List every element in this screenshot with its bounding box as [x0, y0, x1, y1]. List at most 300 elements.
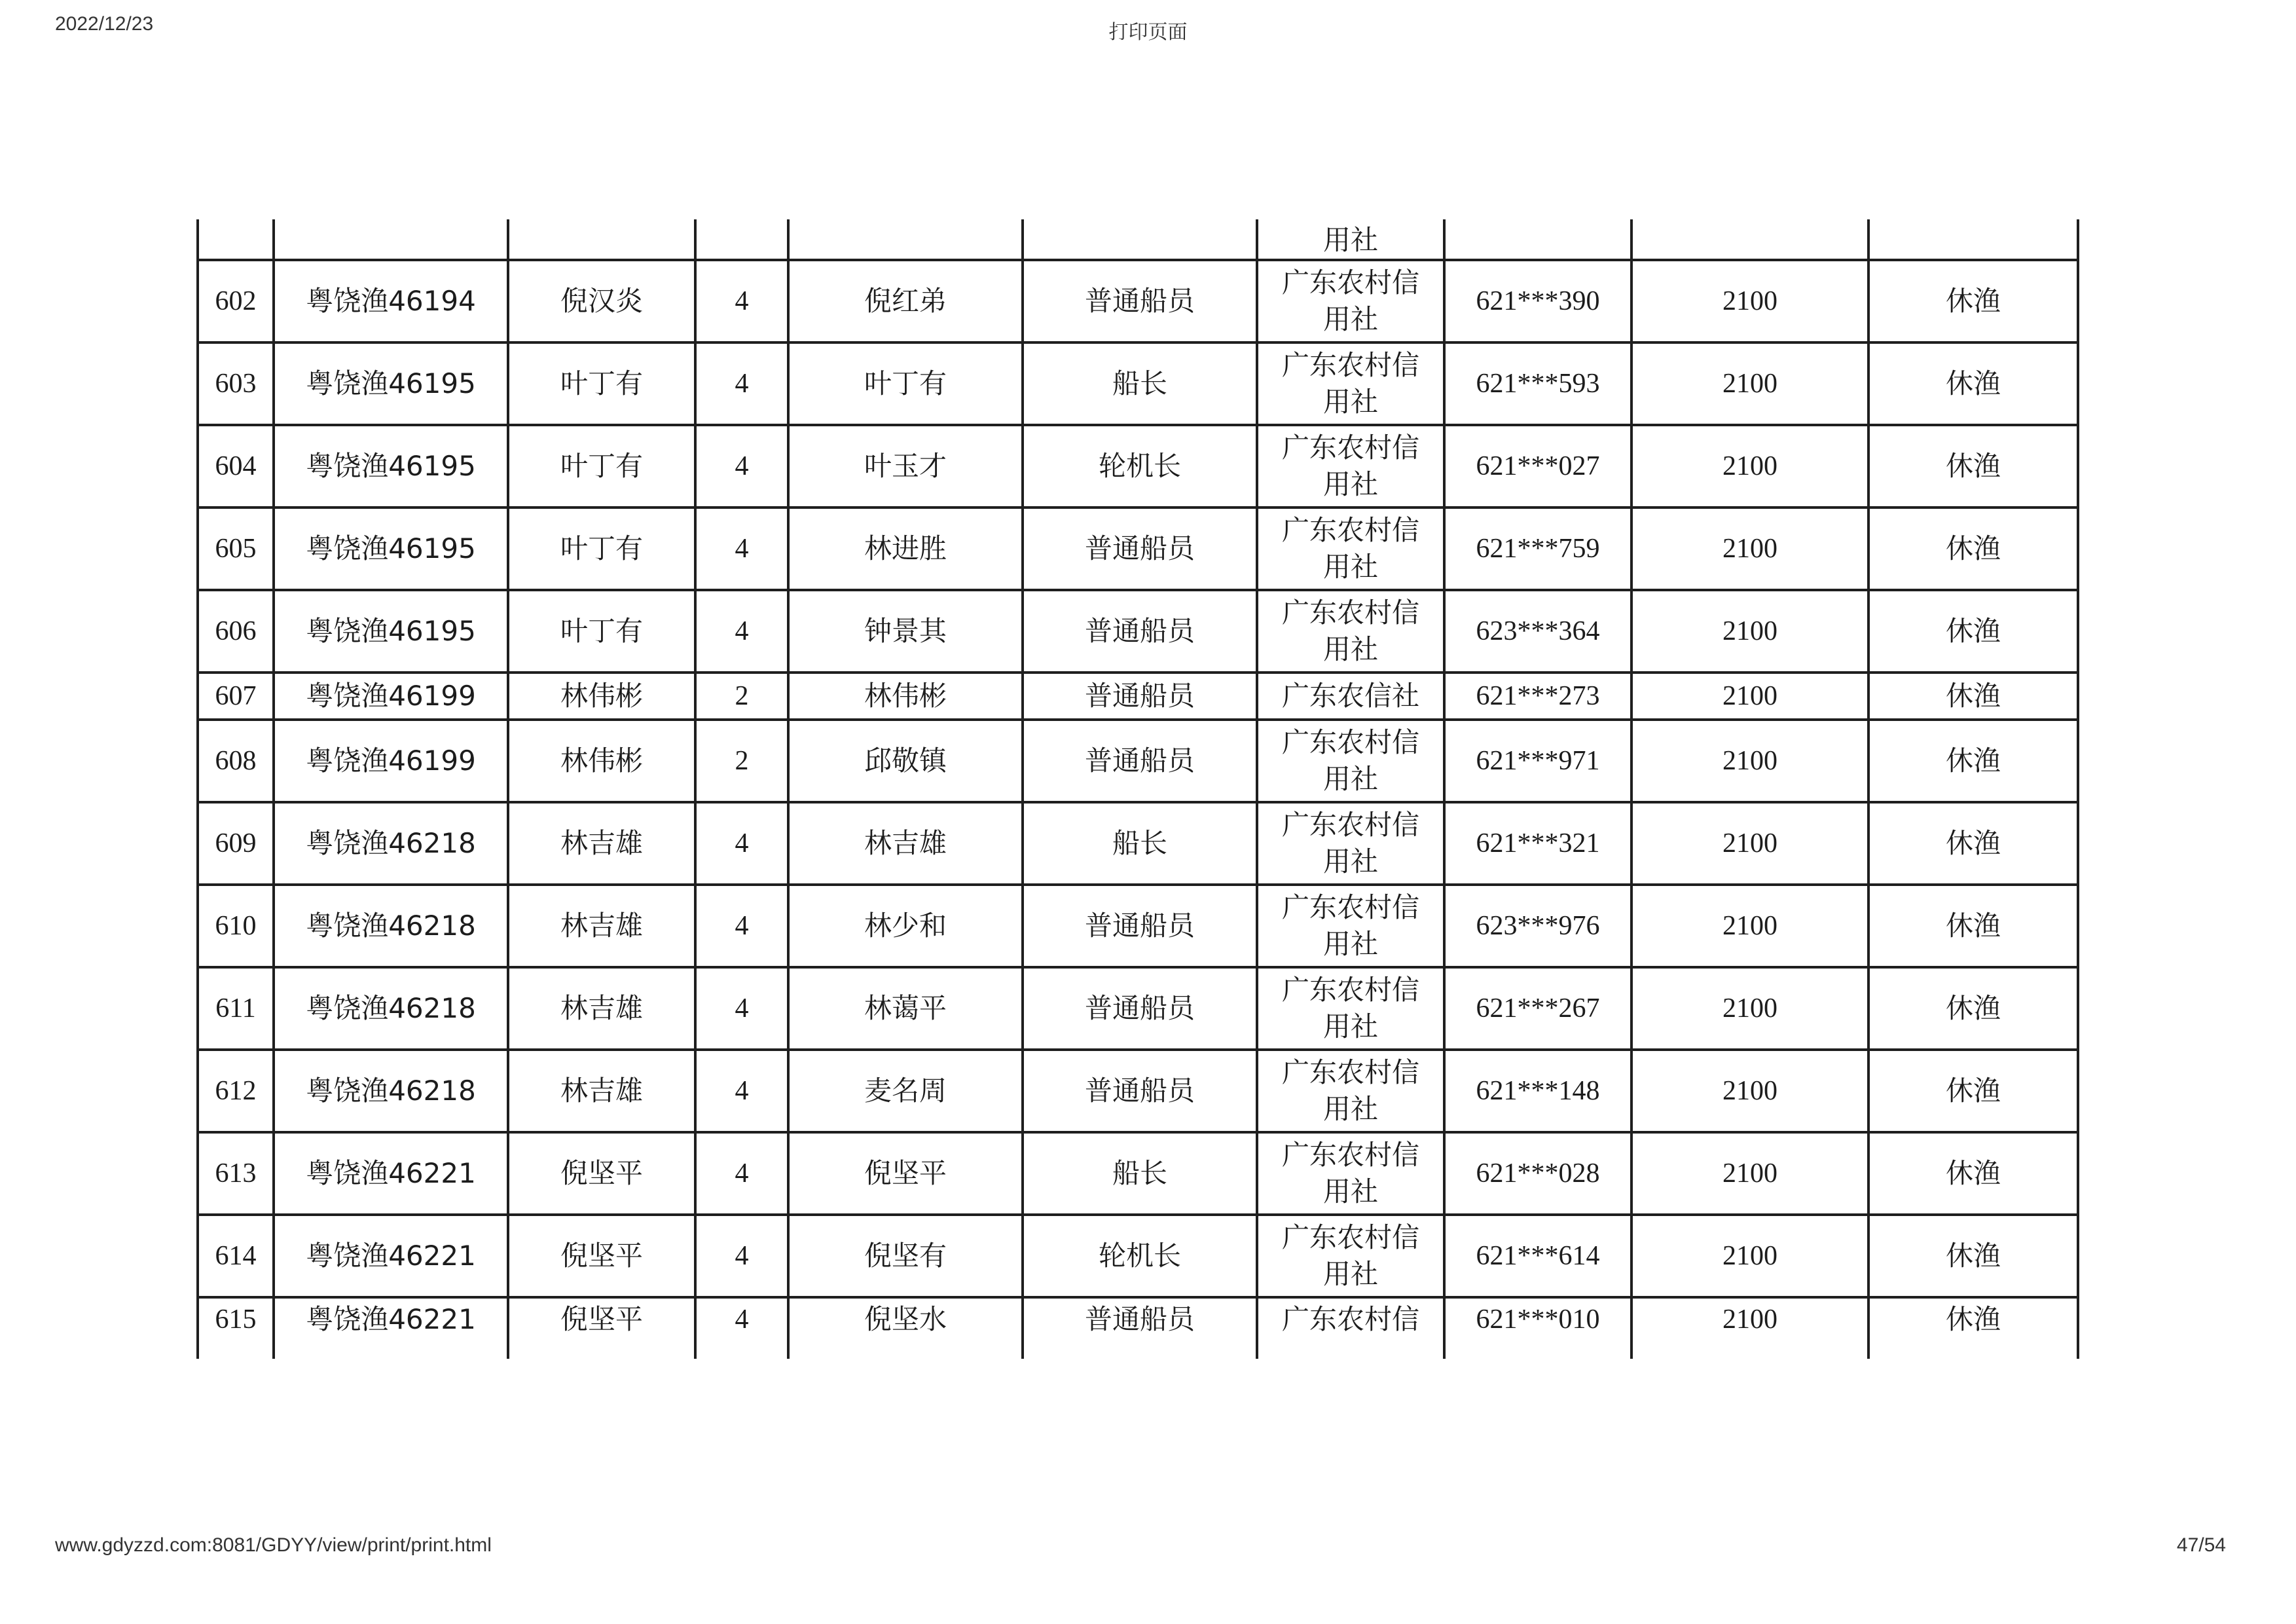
cell-bank — [1257, 507, 1444, 590]
cell-role-text: 船长 — [1112, 827, 1167, 859]
cell-owner — [508, 885, 695, 967]
cell-count-text: 4 — [735, 1304, 749, 1335]
cell-name-text: 林伟彬 — [864, 680, 947, 712]
cell-role — [1023, 425, 1257, 507]
cell-owner — [508, 802, 695, 885]
cell-amount — [1631, 425, 1868, 507]
cell-role-text: 普通船员 — [1084, 615, 1195, 647]
cell-amount — [1631, 1297, 1868, 1359]
cell-name-text: 倪红弟 — [864, 285, 947, 317]
cell-vessel-text: 粤饶渔46199 — [306, 680, 476, 712]
cell-bank — [1257, 1215, 1444, 1297]
cell-name-text: 林蔼平 — [864, 992, 947, 1024]
cell-no — [198, 720, 274, 802]
cell-role-text: 普通船员 — [1084, 910, 1195, 942]
cell-type-text: 休渔 — [1945, 615, 2001, 647]
cell-no-text: 615 — [215, 1304, 257, 1335]
subsidy-table — [196, 219, 2079, 1359]
cell-account-text: 621***148 — [1476, 1076, 1600, 1106]
cell-vessel — [274, 1297, 508, 1359]
cell-no-text: 612 — [215, 1076, 257, 1106]
cell-type — [1868, 342, 2078, 425]
cell-amount-text: 2100 — [1722, 911, 1777, 941]
cell-owner — [508, 342, 695, 425]
cell-no-text: 609 — [215, 828, 257, 858]
page-title: 打印页面 — [1108, 22, 1188, 43]
cell-type — [1868, 885, 2078, 967]
cell-count — [695, 802, 788, 885]
cell-bank — [1257, 260, 1444, 342]
cell-vessel — [274, 260, 508, 342]
cell-vessel-text: 粤饶渔46218 — [306, 910, 476, 942]
cell-owner-text: 林伟彬 — [560, 680, 643, 712]
cell-name-text: 麦名周 — [864, 1075, 947, 1107]
cell-bank-text: 广东农村信 用社 — [1281, 809, 1419, 877]
cell-type — [1868, 219, 2078, 260]
cell-type — [1868, 720, 2078, 802]
cell-no — [198, 1132, 274, 1215]
cell-bank — [1257, 720, 1444, 802]
cell-bank-text: 广东农村信 — [1281, 1303, 1419, 1335]
cell-owner-text: 叶丁有 — [560, 615, 643, 647]
cell-name — [788, 802, 1023, 885]
cell-role — [1023, 720, 1257, 802]
cell-bank-text: 广东农村信 用社 — [1281, 1221, 1419, 1290]
cell-account-text: 621***267 — [1476, 993, 1600, 1024]
cell-vessel — [274, 1132, 508, 1215]
cell-role — [1023, 967, 1257, 1050]
cell-bank — [1257, 967, 1444, 1050]
cell-account-text: 621***273 — [1476, 681, 1600, 711]
cell-type-text: 休渔 — [1945, 745, 2001, 777]
cell-type — [1868, 1215, 2078, 1297]
cell-type-text: 休渔 — [1945, 1075, 2001, 1107]
cell-amount — [1631, 802, 1868, 885]
cell-owner — [508, 219, 695, 260]
cell-bank-text: 广东农信社 — [1281, 680, 1419, 712]
cell-owner-text: 倪坚平 — [560, 1303, 643, 1335]
cell-owner — [508, 590, 695, 673]
cell-vessel — [274, 507, 508, 590]
cell-type-text: 休渔 — [1945, 1303, 2001, 1335]
cell-role — [1023, 1215, 1257, 1297]
cell-amount — [1631, 342, 1868, 425]
table-row — [198, 342, 2078, 425]
cell-role — [1023, 673, 1257, 720]
cell-name — [788, 219, 1023, 260]
cell-bank-text: 广东农村信 用社 — [1281, 267, 1419, 335]
cell-type-text: 休渔 — [1945, 450, 2001, 482]
cell-type-text: 休渔 — [1945, 680, 2001, 712]
cell-account-text: 621***028 — [1476, 1158, 1600, 1189]
cell-vessel-text: 粤饶渔46221 — [306, 1240, 476, 1272]
cell-owner — [508, 260, 695, 342]
cell-no-text: 614 — [215, 1241, 257, 1271]
cell-type — [1868, 425, 2078, 507]
table-row — [198, 507, 2078, 590]
cell-bank-text: 广东农村信 用社 — [1281, 891, 1419, 960]
cell-vessel — [274, 1215, 508, 1297]
cell-account — [1444, 673, 1631, 720]
cell-role — [1023, 1050, 1257, 1132]
cell-name — [788, 590, 1023, 673]
cell-type — [1868, 673, 2078, 720]
cell-no-text: 602 — [215, 286, 257, 316]
cell-role — [1023, 342, 1257, 425]
cell-no-text: 613 — [215, 1158, 257, 1189]
cell-vessel-text: 粤饶渔46218 — [306, 992, 476, 1024]
cell-vessel-text: 粤饶渔46221 — [306, 1157, 476, 1189]
cell-amount — [1631, 507, 1868, 590]
cell-bank-text: 广东农村信 用社 — [1281, 349, 1419, 418]
cell-owner — [508, 425, 695, 507]
cell-vessel-text: 粤饶渔46221 — [306, 1303, 476, 1335]
cell-owner-text: 倪坚平 — [560, 1240, 643, 1272]
table-row — [198, 1215, 2078, 1297]
cell-account — [1444, 260, 1631, 342]
cell-role — [1023, 219, 1257, 260]
cell-account-text: 623***364 — [1476, 616, 1600, 646]
cell-owner-text: 林伟彬 — [560, 745, 643, 777]
cell-amount-text: 2100 — [1722, 993, 1777, 1024]
cell-account-text: 621***010 — [1476, 1304, 1600, 1335]
cell-bank-text: 广东农村信 用社 — [1281, 432, 1419, 500]
cell-account-text: 621***614 — [1476, 1241, 1600, 1271]
cell-bank — [1257, 1050, 1444, 1132]
cell-account-text: 623***976 — [1476, 911, 1600, 941]
cell-count — [695, 342, 788, 425]
cell-count — [695, 1297, 788, 1359]
cell-owner — [508, 1050, 695, 1132]
table-row-continuation — [198, 219, 2078, 260]
cell-name-text: 叶丁有 — [864, 367, 947, 399]
footer-page-number: 47/54 — [2176, 1534, 2226, 1556]
cell-no — [198, 967, 274, 1050]
cell-role-text: 普通船员 — [1084, 1075, 1195, 1107]
table-row — [198, 720, 2078, 802]
cell-type-text: 休渔 — [1945, 992, 2001, 1024]
cell-role-text: 轮机长 — [1098, 450, 1181, 482]
cell-bank — [1257, 802, 1444, 885]
cell-count-text: 4 — [735, 828, 749, 858]
cell-account-text: 621***759 — [1476, 534, 1600, 564]
cell-owner — [508, 507, 695, 590]
cell-name — [788, 967, 1023, 1050]
cell-owner-text: 倪坚平 — [560, 1157, 643, 1189]
cell-owner-text: 叶丁有 — [560, 532, 643, 564]
cell-bank — [1257, 1132, 1444, 1215]
cell-owner-text: 叶丁有 — [560, 367, 643, 399]
cell-name — [788, 720, 1023, 802]
print-date: 2022/12/23 — [55, 13, 154, 35]
cell-vessel-text: 粤饶渔46199 — [306, 745, 476, 777]
cell-count-text: 4 — [735, 1076, 749, 1106]
cell-no-text: 608 — [215, 746, 257, 776]
cell-name — [788, 1297, 1023, 1359]
cell-name-text: 钟景其 — [864, 615, 947, 647]
cell-amount — [1631, 590, 1868, 673]
cell-role-text: 普通船员 — [1084, 745, 1195, 777]
cell-type — [1868, 1132, 2078, 1215]
cell-no — [198, 425, 274, 507]
cell-count-text: 4 — [735, 286, 749, 316]
cell-no — [198, 1297, 274, 1359]
cell-vessel — [274, 967, 508, 1050]
cell-type-text: 休渔 — [1945, 285, 2001, 317]
table-row — [198, 1132, 2078, 1215]
cell-account-text: 621***593 — [1476, 369, 1600, 399]
cell-count — [695, 425, 788, 507]
cell-name — [788, 342, 1023, 425]
cell-count — [695, 1132, 788, 1215]
cell-count-text: 4 — [735, 616, 749, 646]
cell-account-text: 621***971 — [1476, 746, 1600, 776]
cell-type-text: 休渔 — [1945, 1240, 2001, 1272]
cell-amount — [1631, 1050, 1868, 1132]
cell-role-text: 普通船员 — [1084, 532, 1195, 564]
cell-no-text: 611 — [215, 993, 256, 1024]
cell-vessel-text: 粤饶渔46195 — [306, 615, 476, 647]
cell-account-text: 621***027 — [1476, 451, 1600, 481]
cell-account-text: 621***321 — [1476, 828, 1600, 858]
cell-amount — [1631, 1132, 1868, 1215]
cell-name — [788, 425, 1023, 507]
cell-role-text: 普通船员 — [1084, 1303, 1195, 1335]
cell-vessel-text: 粤饶渔46218 — [306, 827, 476, 859]
cell-count — [695, 219, 788, 260]
cell-no — [198, 590, 274, 673]
cell-amount-text: 2100 — [1722, 1158, 1777, 1189]
cell-no-text: 603 — [215, 369, 257, 399]
cell-name-text: 林少和 — [864, 910, 947, 942]
cell-no — [198, 342, 274, 425]
cell-no-text: 607 — [215, 681, 257, 711]
cell-name — [788, 673, 1023, 720]
cell-role-text: 轮机长 — [1098, 1240, 1181, 1272]
cell-bank: 用社 — [1257, 219, 1444, 260]
cell-owner — [508, 720, 695, 802]
table-row — [198, 590, 2078, 673]
cell-amount — [1631, 967, 1868, 1050]
cell-count-text: 2 — [735, 746, 749, 776]
cell-no — [198, 1215, 274, 1297]
cell-owner-text: 林吉雄 — [560, 1075, 643, 1107]
cell-account — [1444, 590, 1631, 673]
cell-account — [1444, 1215, 1631, 1297]
cell-type-text: 休渔 — [1945, 367, 2001, 399]
cell-count-text: 4 — [735, 1158, 749, 1189]
cell-bank — [1257, 425, 1444, 507]
table-row — [198, 885, 2078, 967]
cell-type-text: 休渔 — [1945, 1157, 2001, 1189]
cell-owner-text: 叶丁有 — [560, 450, 643, 482]
cell-type — [1868, 260, 2078, 342]
cell-owner-text: 倪汉炎 — [560, 285, 643, 317]
cell-bank — [1257, 1297, 1444, 1359]
cell-account — [1444, 967, 1631, 1050]
cell-count — [695, 885, 788, 967]
cell-count-text: 4 — [735, 993, 749, 1024]
table-row — [198, 1050, 2078, 1132]
cell-type-text: 休渔 — [1945, 827, 2001, 859]
cell-no — [198, 260, 274, 342]
cell-account — [1444, 1297, 1631, 1359]
cell-bank-text: 广东农村信 用社 — [1281, 597, 1419, 665]
cell-count-text: 4 — [735, 534, 749, 564]
cell-name-text: 邱敬镇 — [864, 745, 947, 777]
cell-amount-text: 2100 — [1722, 1304, 1777, 1335]
cell-amount — [1631, 885, 1868, 967]
cell-name-text: 倪坚有 — [864, 1240, 947, 1272]
cell-role-text: 普通船员 — [1084, 285, 1195, 317]
cell-amount-text: 2100 — [1722, 1076, 1777, 1106]
cell-vessel — [274, 590, 508, 673]
cell-count — [695, 1215, 788, 1297]
cell-type — [1868, 1297, 2078, 1359]
cell-amount — [1631, 720, 1868, 802]
cell-vessel — [274, 1050, 508, 1132]
cell-type — [1868, 967, 2078, 1050]
cell-no-text: 610 — [215, 911, 257, 941]
cell-amount — [1631, 673, 1868, 720]
cell-amount-text: 2100 — [1722, 746, 1777, 776]
cell-type — [1868, 802, 2078, 885]
cell-name — [788, 1050, 1023, 1132]
cell-vessel — [274, 425, 508, 507]
cell-role — [1023, 1297, 1257, 1359]
cell-role-text: 船长 — [1112, 1157, 1167, 1189]
cell-role-text: 普通船员 — [1084, 680, 1195, 712]
cell-vessel — [274, 342, 508, 425]
cell-name — [788, 507, 1023, 590]
cell-account — [1444, 720, 1631, 802]
cell-vessel-text: 粤饶渔46194 — [306, 285, 476, 317]
cell-name-text: 倪坚水 — [864, 1303, 947, 1335]
cell-name-text: 林吉雄 — [864, 827, 947, 859]
cell-no-text: 605 — [215, 534, 257, 564]
cell-account — [1444, 507, 1631, 590]
cell-bank-text: 广东农村信 用社 — [1281, 1056, 1419, 1125]
cell-owner-text: 林吉雄 — [560, 992, 643, 1024]
footer-url: www.gdyzzd.com:8081/GDYY/view/print/print.html — [55, 1534, 492, 1556]
cell-type — [1868, 590, 2078, 673]
cell-owner — [508, 1132, 695, 1215]
cell-role — [1023, 885, 1257, 967]
cell-vessel — [274, 885, 508, 967]
cell-amount-text: 2100 — [1722, 534, 1777, 564]
cell-count-text: 4 — [735, 451, 749, 481]
cell-name — [788, 260, 1023, 342]
cell-vessel — [274, 673, 508, 720]
cell-account-text: 621***390 — [1476, 286, 1600, 316]
table-row — [198, 1297, 2078, 1359]
cell-count — [695, 260, 788, 342]
subsidy-table-container — [196, 219, 2077, 1359]
cell-owner — [508, 673, 695, 720]
cell-count — [695, 967, 788, 1050]
cell-owner — [508, 1215, 695, 1297]
cell-role — [1023, 590, 1257, 673]
cell-name-text: 林进胜 — [864, 532, 947, 564]
cell-account — [1444, 219, 1631, 260]
cell-name — [788, 885, 1023, 967]
cell-role — [1023, 260, 1257, 342]
cell-role-text: 普通船员 — [1084, 992, 1195, 1024]
cell-bank — [1257, 885, 1444, 967]
cell-no — [198, 885, 274, 967]
cell-name-text: 倪坚平 — [864, 1157, 947, 1189]
cell-vessel-text: 粤饶渔46195 — [306, 532, 476, 564]
cell-bank-text: 广东农村信 用社 — [1281, 514, 1419, 583]
cell-vessel — [274, 802, 508, 885]
cell-role — [1023, 802, 1257, 885]
cell-account — [1444, 802, 1631, 885]
table-row — [198, 260, 2078, 342]
cell-bank — [1257, 673, 1444, 720]
cell-no — [198, 219, 274, 260]
cell-account — [1444, 425, 1631, 507]
cell-count — [695, 1050, 788, 1132]
cell-owner-text: 林吉雄 — [560, 827, 643, 859]
cell-no — [198, 507, 274, 590]
cell-amount — [1631, 260, 1868, 342]
cell-account — [1444, 342, 1631, 425]
cell-amount-text: 2100 — [1722, 681, 1777, 711]
cell-amount — [1631, 1215, 1868, 1297]
table-row — [198, 673, 2078, 720]
cell-no — [198, 673, 274, 720]
cell-vessel-text: 粤饶渔46195 — [306, 450, 476, 482]
cell-owner — [508, 967, 695, 1050]
cell-bank-text: 广东农村信 用社 — [1281, 726, 1419, 795]
cell-role-text: 船长 — [1112, 367, 1167, 399]
cell-role — [1023, 507, 1257, 590]
cell-amount-text: 2100 — [1722, 828, 1777, 858]
cell-count — [695, 590, 788, 673]
cell-count-text: 2 — [735, 681, 749, 711]
cell-account — [1444, 1050, 1631, 1132]
cell-vessel — [274, 720, 508, 802]
cell-owner — [508, 1297, 695, 1359]
cell-no-text: 606 — [215, 616, 257, 646]
cell-amount-text: 2100 — [1722, 451, 1777, 481]
table-row — [198, 425, 2078, 507]
cell-account — [1444, 885, 1631, 967]
cell-type-text: 休渔 — [1945, 532, 2001, 564]
cell-vessel-text: 粤饶渔46218 — [306, 1075, 476, 1107]
cell-count-text: 4 — [735, 369, 749, 399]
cell-account — [1444, 1132, 1631, 1215]
cell-bank-text: 广东农村信 用社 — [1281, 1139, 1419, 1208]
cell-no-text: 604 — [215, 451, 257, 481]
cell-no — [198, 802, 274, 885]
cell-vessel-text: 粤饶渔46195 — [306, 367, 476, 399]
cell-vessel — [274, 219, 508, 260]
cell-type-text: 休渔 — [1945, 910, 2001, 942]
cell-bank — [1257, 342, 1444, 425]
cell-count — [695, 720, 788, 802]
cell-owner-text: 林吉雄 — [560, 910, 643, 942]
cell-name-text: 叶玉才 — [864, 450, 947, 482]
cell-count-text: 4 — [735, 911, 749, 941]
cell-amount-text: 2100 — [1722, 616, 1777, 646]
cell-bank-text: 广东农村信 用社 — [1281, 974, 1419, 1043]
cell-amount — [1631, 219, 1868, 260]
cell-name — [788, 1132, 1023, 1215]
cell-count — [695, 507, 788, 590]
cell-role — [1023, 1132, 1257, 1215]
cell-name — [788, 1215, 1023, 1297]
